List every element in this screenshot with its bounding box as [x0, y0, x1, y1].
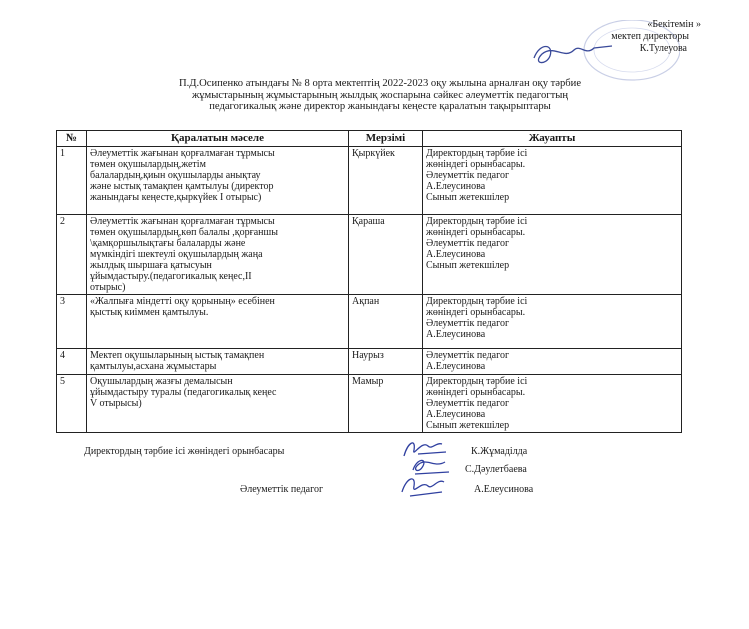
- title-line-3: педагогикалық және директор жанындағы кеңесте қаралатын тақырыптары: [209, 101, 551, 113]
- table-row: [57, 215, 682, 295]
- table-row: [57, 349, 682, 375]
- responsible-line: Әлеуметтік педагог: [426, 170, 510, 181]
- row-responsible: [423, 349, 682, 375]
- row-number: 5: [57, 375, 87, 433]
- issue-line: ұйымдастыру туралы (педагогикалық кеңес: [90, 387, 277, 398]
- issue-line: қыстық киіммен қамтылуы.: [90, 307, 209, 318]
- responsible-line: А.Елеусинова: [426, 181, 486, 192]
- issue-line: Оқушылардың жазғы демалысын: [90, 376, 233, 387]
- responsible-line: Әлеуметтік педагог: [426, 238, 510, 249]
- document-title: [70, 78, 690, 113]
- issue-line: және ыстық тамақпен қамтылуы (директор: [90, 181, 274, 192]
- responsible-line: Әлеуметтік педагог: [426, 398, 510, 409]
- row-number: 2: [57, 215, 87, 295]
- header-issue: Қаралатын мәселе: [87, 131, 349, 147]
- row-issue: [87, 147, 349, 215]
- issue-line: ұйымдастыру.(педагогикалық кеңес,II: [90, 271, 252, 282]
- responsible-line: А.Елеусинова: [426, 329, 486, 340]
- table-row: [57, 295, 682, 349]
- approval-name: К.Тулеуова: [639, 43, 687, 54]
- row-term: Ақпан: [349, 295, 423, 349]
- row-issue: [87, 295, 349, 349]
- issue-line: «Жалпыға міндетті оқу қорының» есебінен: [90, 296, 275, 307]
- responsible-line: жөніндегі орынбасары.: [426, 227, 526, 238]
- title-line-1: П.Д.Осипенко атындағы № 8 орта мектептің 2022-2023 оқу жылына арналған оқу тәрбие: [178, 78, 582, 89]
- issue-line: Әлеуметтік жағынан қорғалмаған тұрмысы: [90, 216, 275, 227]
- table-row: [57, 147, 682, 215]
- row-responsible: [423, 215, 682, 295]
- table-row: [57, 375, 682, 433]
- row-issue: [87, 349, 349, 375]
- issue-line: жылдық шыршаға қатысуын: [90, 260, 212, 271]
- issue-line: V отырысы): [90, 398, 142, 409]
- row-term: Наурыз: [349, 349, 423, 375]
- social-pedagogue-signature: [396, 470, 452, 500]
- issue-line: төмен оқушылардың,жетім: [90, 159, 206, 170]
- responsible-line: жөніндегі орынбасары.: [426, 307, 526, 318]
- row-term: Қараша: [349, 215, 423, 295]
- issue-line: мүмкіндігі шектеулі оқушылардың жаңа: [90, 249, 263, 260]
- responsible-line: Сынып жетекшілер: [426, 192, 510, 203]
- social-pedagogue-title: Әлеуметтік педагог: [240, 484, 324, 495]
- responsible-line: Директордың тәрбие ісі: [426, 376, 528, 387]
- approval-block: [555, 19, 715, 55]
- second-name: С.Дәулетбаева: [465, 464, 527, 475]
- header-responsible: Жауапты: [423, 131, 682, 147]
- responsible-line: Директордың тәрбие ісі: [426, 216, 528, 227]
- title-line-2: жұмыстарының жұмыстарының жылдық жоспарына сәйкес әлеуметтік педагогтың: [191, 89, 569, 101]
- table-header-row: [57, 131, 682, 147]
- header-number: №: [57, 131, 87, 147]
- issue-line: Әлеуметтік жағынан қорғалмаған тұрмысы: [90, 148, 275, 159]
- issue-line: Мектеп оқушыларының ыстық тамақпен: [90, 350, 265, 361]
- responsible-line: Әлеуметтік педагог: [426, 318, 510, 329]
- row-responsible: [423, 295, 682, 349]
- issue-line: балалардың,қиын оқушыларды анықтау: [90, 170, 261, 181]
- row-number: 1: [57, 147, 87, 215]
- row-responsible: [423, 147, 682, 215]
- responsible-line: А.Елеусинова: [426, 361, 486, 372]
- responsible-line: Әлеуметтік педагог: [426, 350, 510, 361]
- responsible-line: А.Елеусинова: [426, 249, 486, 260]
- deputy-title: Директордың тәрбие ісі жөніндегі орынбасары: [84, 446, 285, 457]
- row-issue: [87, 375, 349, 433]
- responsible-line: А.Елеусинова: [426, 409, 486, 420]
- issue-line: отырыс): [90, 282, 126, 293]
- row-number: 4: [57, 349, 87, 375]
- row-term: Мамыр: [349, 375, 423, 433]
- issue-line: \қамқоршылықтағы балаларды және: [90, 238, 246, 249]
- topics-table: [56, 130, 682, 433]
- approval-position: мектеп директоры: [611, 31, 689, 42]
- responsible-line: Сынып жетекшілер: [426, 420, 510, 431]
- row-number: 3: [57, 295, 87, 349]
- responsible-line: жөніндегі орынбасары.: [426, 159, 526, 170]
- row-term: Қыркүйек: [349, 147, 423, 215]
- issue-line: қамтылуы,асхана жұмыстары: [90, 361, 217, 372]
- responsible-line: Директордың тәрбие ісі: [426, 296, 528, 307]
- responsible-line: жөніндегі орынбасары.: [426, 387, 526, 398]
- issue-line: төмен оқушылардың,көп балалы ,қорғаншы: [90, 227, 278, 238]
- responsible-line: Сынып жетекшілер: [426, 260, 510, 271]
- row-responsible: [423, 375, 682, 433]
- approval-label: «Бекітемін »: [647, 19, 701, 30]
- header-term: Мерзімі: [349, 131, 423, 147]
- row-issue: [87, 215, 349, 295]
- responsible-line: Директордың тәрбие ісі: [426, 148, 528, 159]
- deputy-name: К.Жұмаділда: [471, 446, 528, 457]
- social-pedagogue-name: А.Елеусинова: [474, 484, 534, 495]
- issue-line: жанындағы кеңесте,қыркүйек I отырыс): [90, 192, 262, 203]
